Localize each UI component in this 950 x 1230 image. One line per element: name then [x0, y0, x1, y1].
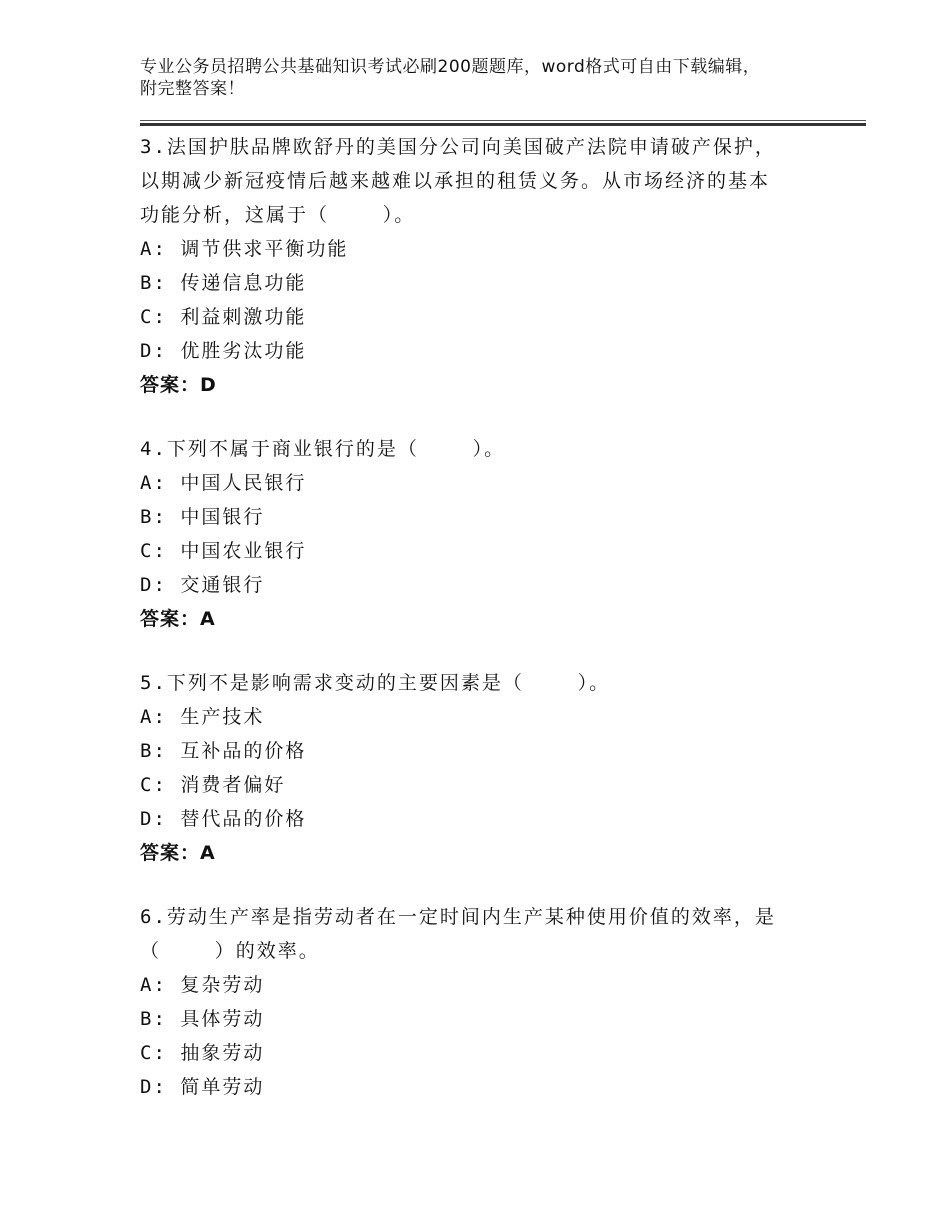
answer-line: 答案：A [140, 608, 216, 630]
header-line-1: 专业公务员招聘公共基础知识考试必刷200题题库，word格式可自由下载编辑， [140, 57, 761, 77]
question-text-line: 4.下列不属于商业银行的是（ ）。 [140, 438, 506, 460]
option-a: A: 调节供求平衡功能 [140, 238, 349, 260]
question-text-line: （ ）的效率。 [140, 940, 320, 962]
question-text-line: 以期减少新冠疫情后越来越难以承担的租赁义务。从市场经济的基本 [140, 170, 771, 192]
option-b: B: 传递信息功能 [140, 272, 307, 294]
questions-list [140, 130, 840, 1134]
option-b: B: 具体劳动 [140, 1008, 265, 1030]
option-d: D: 优胜劣汰功能 [140, 340, 307, 362]
option-d: D: 替代品的价格 [140, 808, 307, 830]
question-3 [140, 130, 840, 402]
option-a: A: 复杂劳动 [140, 974, 265, 996]
option-c: C: 消费者偏好 [140, 774, 286, 796]
header-divider-thick [140, 123, 866, 126]
option-b: B: 中国银行 [140, 506, 265, 528]
option-a: A: 中国人民银行 [140, 472, 307, 494]
question-text-line: 6.劳动生产率是指劳动者在一定时间内生产某种使用价值的效率，是 [140, 906, 776, 928]
header-line-2: 附完整答案！ [140, 79, 245, 99]
document-header [140, 56, 840, 100]
option-c: C: 中国农业银行 [140, 540, 307, 562]
question-5 [140, 666, 840, 870]
question-6 [140, 900, 840, 1104]
question-text-line: 功能分析，这属于（ ）。 [140, 204, 416, 226]
question-4 [140, 432, 840, 636]
answer-line: 答案：A [140, 842, 216, 864]
option-c: C: 利益刺激功能 [140, 306, 307, 328]
header-divider-thin [140, 120, 866, 121]
option-d: D: 简单劳动 [140, 1076, 265, 1098]
option-a: A: 生产技术 [140, 706, 265, 728]
question-text-line: 5.下列不是影响需求变动的主要因素是（ ）。 [140, 672, 611, 694]
question-text-line: 3.法国护肤品牌欧舒丹的美国分公司向美国破产法院申请破产保护， [140, 136, 776, 158]
option-d: D: 交通银行 [140, 574, 265, 596]
option-b: B: 互补品的价格 [140, 740, 307, 762]
answer-line: 答案：D [140, 374, 217, 396]
option-c: C: 抽象劳动 [140, 1042, 265, 1064]
